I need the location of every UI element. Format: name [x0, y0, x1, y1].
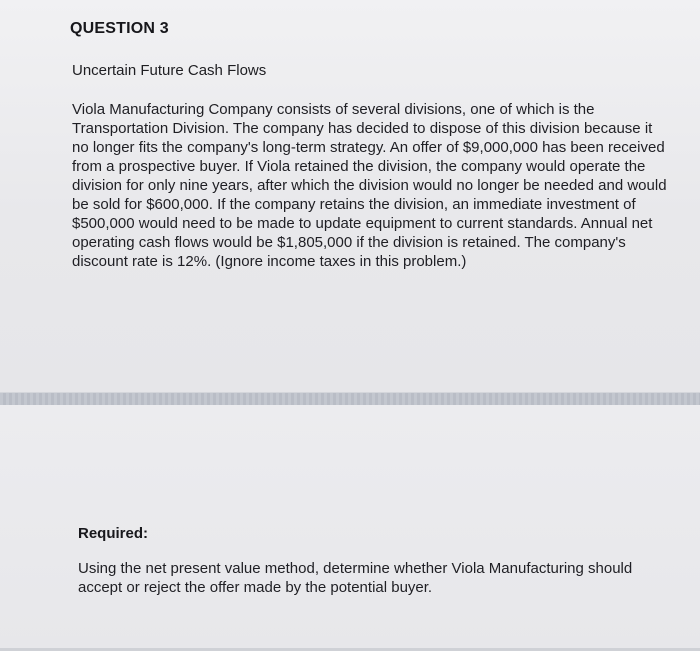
- problem-statement: Viola Manufacturing Company consists of several divisions, one of which is the Transportation Division. The company has decided to dispose of this division because it no longer fits the company's long-term strategy. An offer of $9,000,000 has been received from a prospective buyer. If Viola retained the division, the company would operate the division for only nine years, after which the division would no longer be needed and would be sold for $600,000. If the company retains the division, an immediate investment of $500,000 would need to be made to update equipment to current standards. Annual net operating cash flows would be $1,805,000 if the division is retained. The company's discount rate is 12%. (Ignore income taxes in this problem.): [72, 101, 667, 270]
- required-instructions: Using the net present value method, determine whether Viola Manufacturing should accept or reject the offer made by the potential buyer.: [78, 560, 633, 596]
- question-heading: QUESTION 3: [70, 20, 169, 37]
- required-panel: [0, 405, 700, 651]
- required-label: Required:: [78, 525, 149, 542]
- topic-title: Uncertain Future Cash Flows: [72, 62, 267, 79]
- section-divider: [0, 392, 700, 406]
